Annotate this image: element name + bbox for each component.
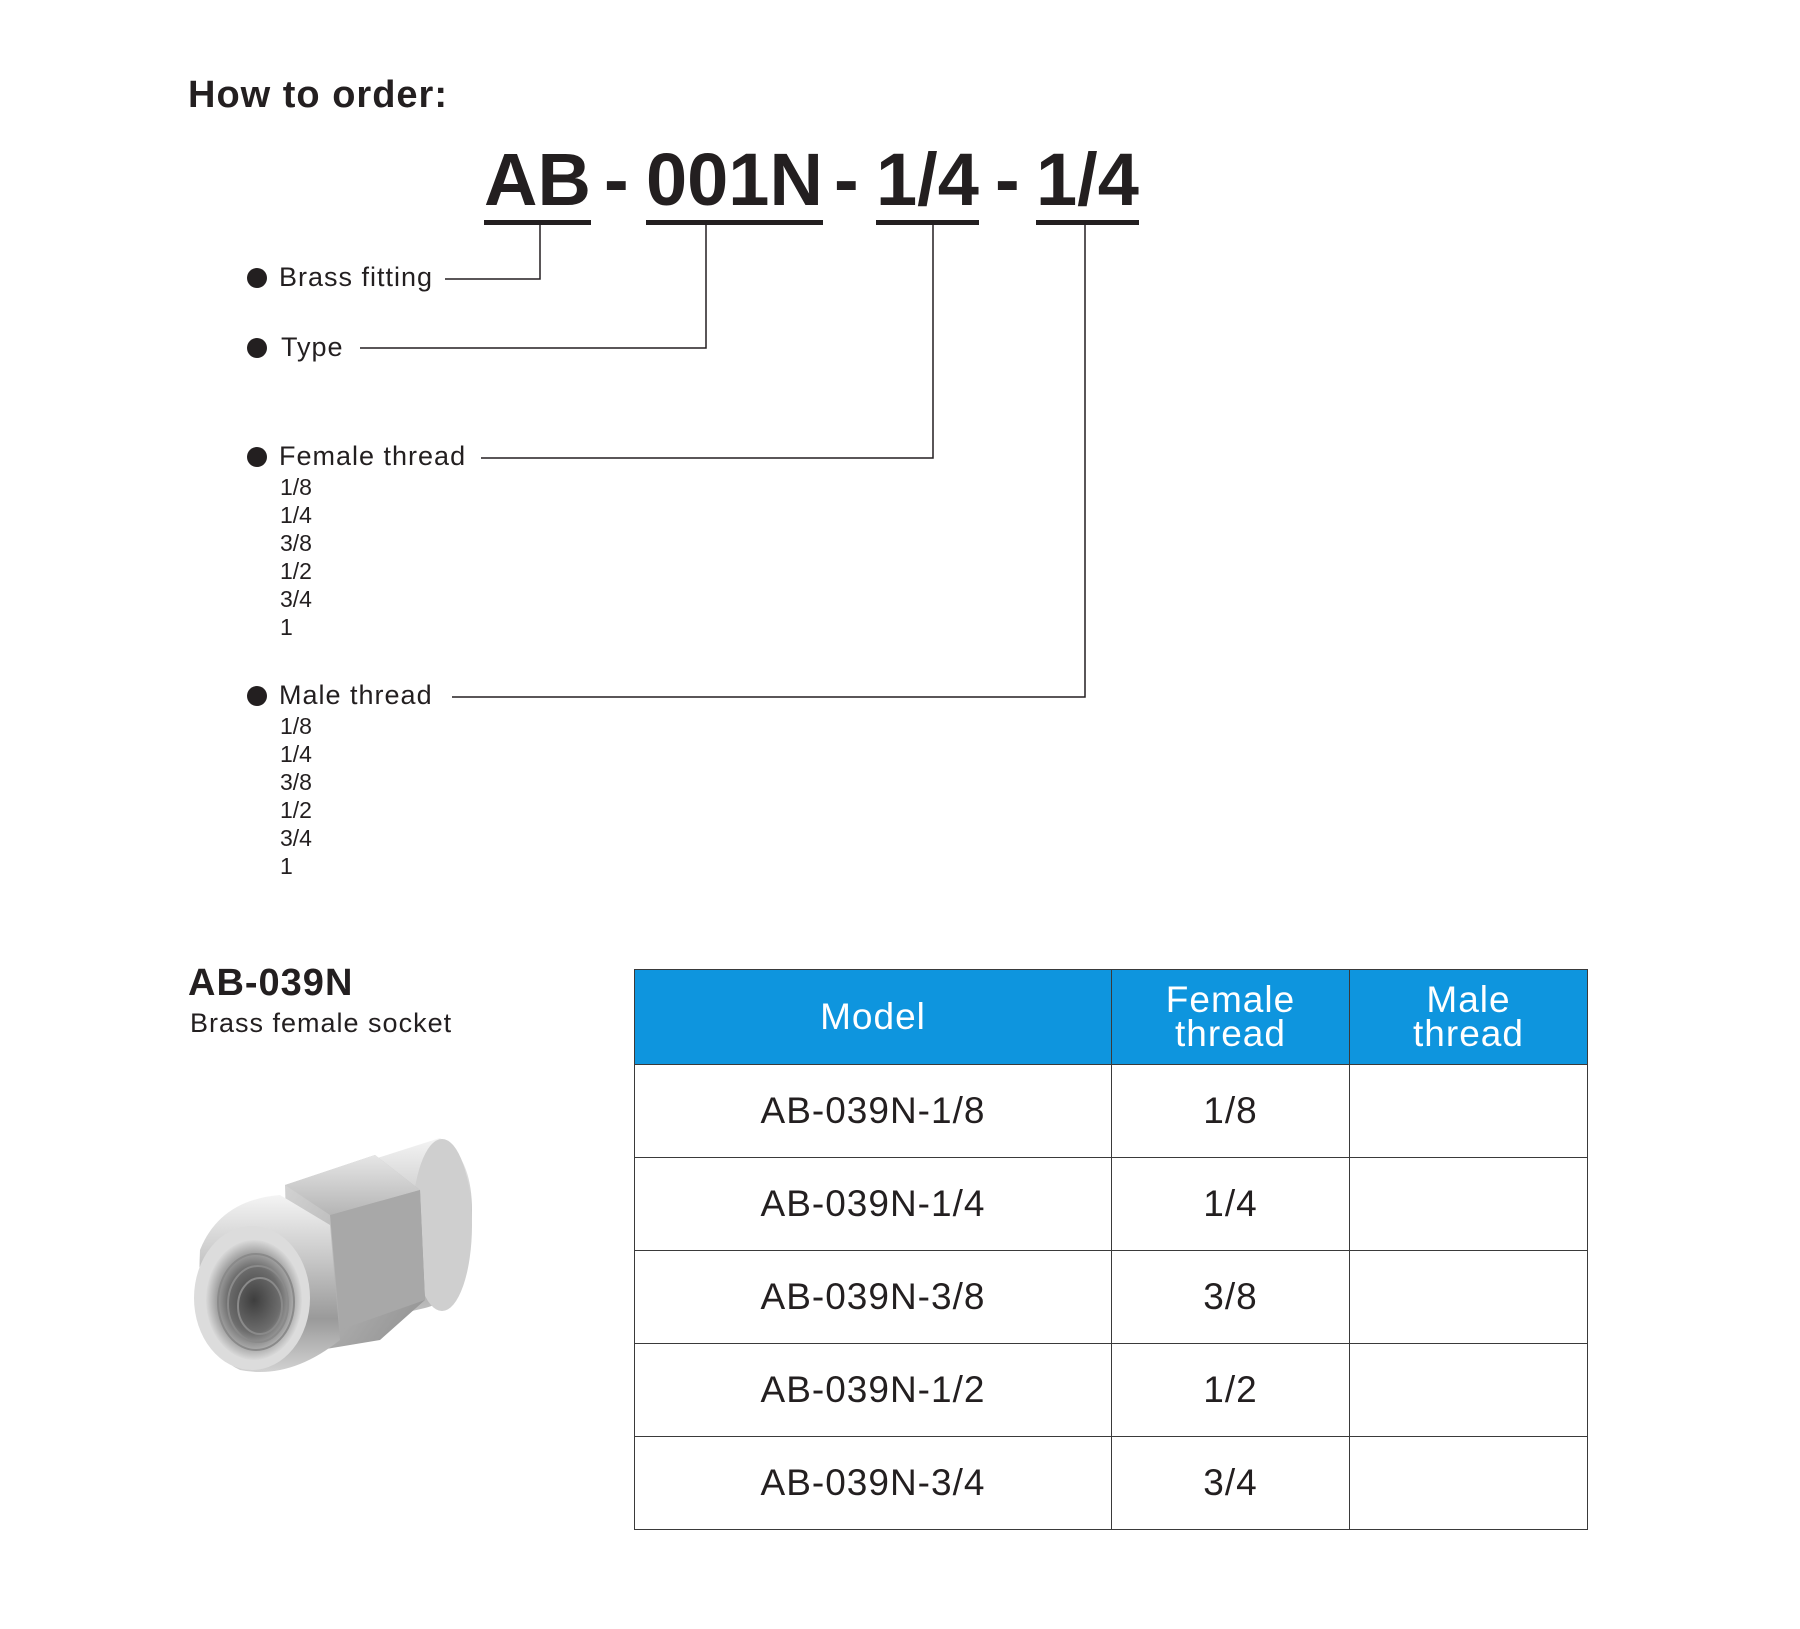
code-segment-male-thread: 1/4	[1036, 140, 1139, 225]
table-row	[635, 1344, 1588, 1437]
option-item: 3/4	[280, 825, 312, 851]
column-header-male-thread: Male thread	[1350, 970, 1588, 1065]
cell-male-thread	[1350, 1251, 1588, 1344]
connector-brass	[445, 222, 540, 279]
option-item: 1/8	[280, 474, 312, 500]
cell-female-thread: 3/8	[1112, 1251, 1350, 1344]
field-label-brass: Brass fitting	[279, 262, 434, 292]
code-segment-type: 001N	[646, 140, 823, 225]
cell-male-thread	[1350, 1344, 1588, 1437]
table-row	[635, 1437, 1588, 1530]
field-label-female-thread: Female thread	[279, 441, 467, 471]
option-item: 3/8	[280, 769, 312, 795]
product-model: AB-039N	[188, 962, 354, 1004]
cell-model: AB-039N-1/2	[635, 1344, 1112, 1437]
option-item: 1/2	[280, 558, 312, 584]
cell-female-thread: 3/4	[1112, 1437, 1350, 1530]
page-title: How to order:	[188, 74, 448, 116]
cell-male-thread	[1350, 1158, 1588, 1251]
bullet-icon	[247, 447, 267, 467]
table-row	[635, 1158, 1588, 1251]
code-segment-female-thread: 1/4	[876, 140, 979, 225]
cell-male-thread	[1350, 1065, 1588, 1158]
female-thread-options	[280, 473, 312, 641]
table-header-row	[635, 970, 1588, 1065]
hex-socket-fitting-icon	[180, 1130, 480, 1410]
option-item: 3/8	[280, 530, 312, 556]
column-header-model: Model	[635, 970, 1112, 1065]
field-label-type: Type	[281, 332, 344, 362]
option-item: 1	[280, 853, 293, 879]
cell-male-thread	[1350, 1437, 1588, 1530]
connector-male	[452, 222, 1085, 697]
bullet-icon	[247, 338, 267, 358]
connector-female	[481, 222, 933, 458]
table-row	[635, 1251, 1588, 1344]
option-item: 1/4	[280, 741, 312, 767]
option-item: 1/4	[280, 502, 312, 528]
option-item: 3/4	[280, 586, 312, 612]
spec-table	[634, 969, 1588, 1530]
product-description: Brass female socket	[190, 1008, 453, 1038]
code-separator: -	[604, 138, 629, 221]
cell-model: AB-039N-1/4	[635, 1158, 1112, 1251]
bullet-icon	[247, 268, 267, 288]
cell-female-thread: 1/8	[1112, 1065, 1350, 1158]
code-segment-series: AB	[484, 140, 591, 225]
option-item: 1/8	[280, 713, 312, 739]
field-label-male-thread: Male thread	[279, 680, 433, 710]
table-row	[635, 1065, 1588, 1158]
bullet-icon	[247, 686, 267, 706]
option-item: 1	[280, 614, 293, 640]
male-thread-options	[280, 712, 312, 880]
cell-model: AB-039N-3/8	[635, 1251, 1112, 1344]
cell-model: AB-039N-1/8	[635, 1065, 1112, 1158]
column-header-female-thread: Female thread	[1112, 970, 1350, 1065]
code-separator: -	[995, 138, 1020, 221]
option-item: 1/2	[280, 797, 312, 823]
cell-female-thread: 1/4	[1112, 1158, 1350, 1251]
cell-model: AB-039N-3/4	[635, 1437, 1112, 1530]
cell-female-thread: 1/2	[1112, 1344, 1350, 1437]
code-separator: -	[834, 138, 859, 221]
